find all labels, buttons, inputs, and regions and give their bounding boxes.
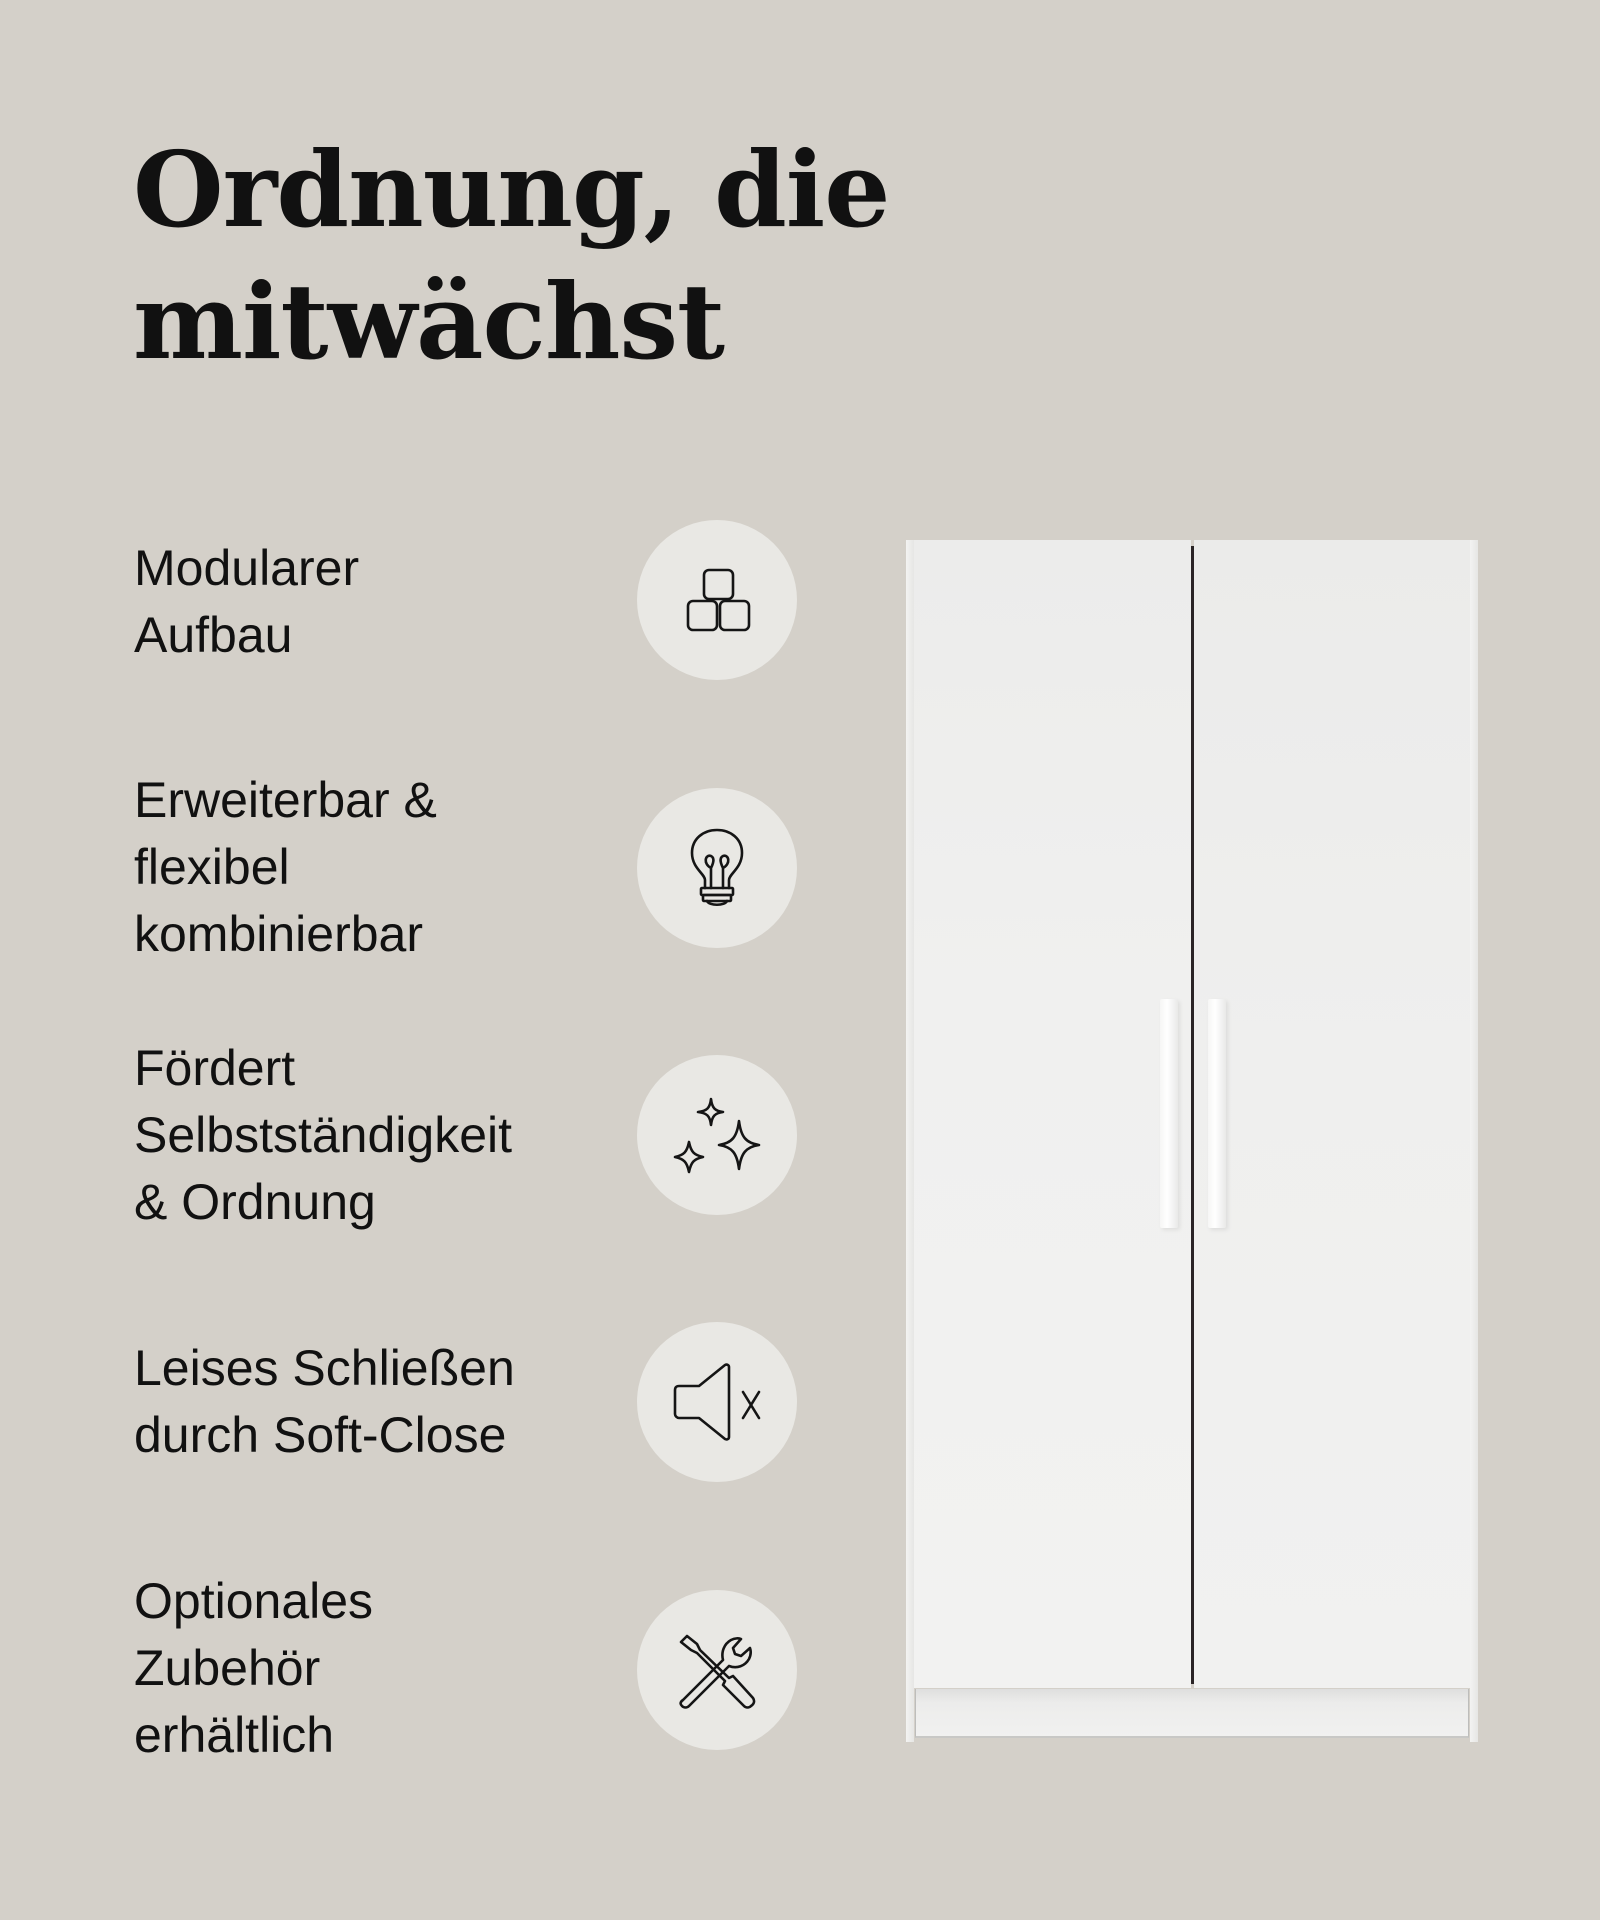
wardrobe-handle-right bbox=[1208, 999, 1226, 1228]
page-title-line-1: Ordnung, die bbox=[133, 128, 890, 251]
feature-label-line: durch Soft-Close bbox=[134, 1407, 507, 1463]
feature-icon-circle-independence bbox=[637, 1055, 797, 1215]
feature-icon-circle-soft-close bbox=[637, 1322, 797, 1482]
wardrobe-side-panel-right bbox=[1470, 540, 1478, 1742]
feature-label-accessories bbox=[134, 1568, 373, 1769]
feature-label-independence bbox=[134, 1035, 512, 1236]
wardrobe-door-gap bbox=[1191, 546, 1194, 1684]
feature-label-line: Fördert bbox=[134, 1040, 296, 1096]
light-bulb-icon bbox=[667, 818, 767, 918]
feature-label-line: Selbstständigkeit bbox=[134, 1107, 513, 1163]
wardrobe-side-panel-left bbox=[906, 540, 914, 1742]
feature-label-line: Modularer bbox=[134, 540, 360, 596]
feature-label-expandable bbox=[134, 767, 437, 968]
wardrobe-door-right bbox=[1194, 540, 1476, 1688]
feature-label-line: erhältlich bbox=[134, 1707, 335, 1763]
sparkles-icon bbox=[667, 1085, 767, 1185]
feature-label-line: Optionales bbox=[134, 1573, 374, 1629]
feature-label-soft-close bbox=[134, 1335, 515, 1469]
feature-icon-circle-expandable bbox=[637, 788, 797, 948]
feature-label-line: Aufbau bbox=[134, 607, 293, 663]
feature-icon-circle-accessories bbox=[637, 1590, 797, 1750]
feature-label-line: Zubehör bbox=[134, 1640, 321, 1696]
feature-label-line: kombinierbar bbox=[134, 906, 424, 962]
wardrobe-plinth bbox=[915, 1689, 1469, 1738]
feature-label-line: & Ordnung bbox=[134, 1174, 376, 1230]
speaker-mute-icon bbox=[667, 1352, 767, 1452]
wardrobe-handle-left bbox=[1160, 999, 1178, 1228]
feature-icon-circle-modular bbox=[637, 520, 797, 680]
feature-label-line: Erweiterbar & bbox=[134, 772, 437, 828]
feature-label-modular bbox=[134, 535, 359, 669]
tools-icon bbox=[667, 1620, 767, 1720]
wardrobe-product-image bbox=[906, 540, 1478, 1742]
feature-label-line: flexibel bbox=[134, 839, 290, 895]
page-title bbox=[133, 124, 889, 388]
wardrobe-door-left bbox=[908, 540, 1191, 1688]
page-title-line-2: mitwächst bbox=[133, 260, 725, 383]
feature-label-line: Leises Schließen bbox=[134, 1340, 515, 1396]
modular-blocks-icon bbox=[667, 550, 767, 650]
